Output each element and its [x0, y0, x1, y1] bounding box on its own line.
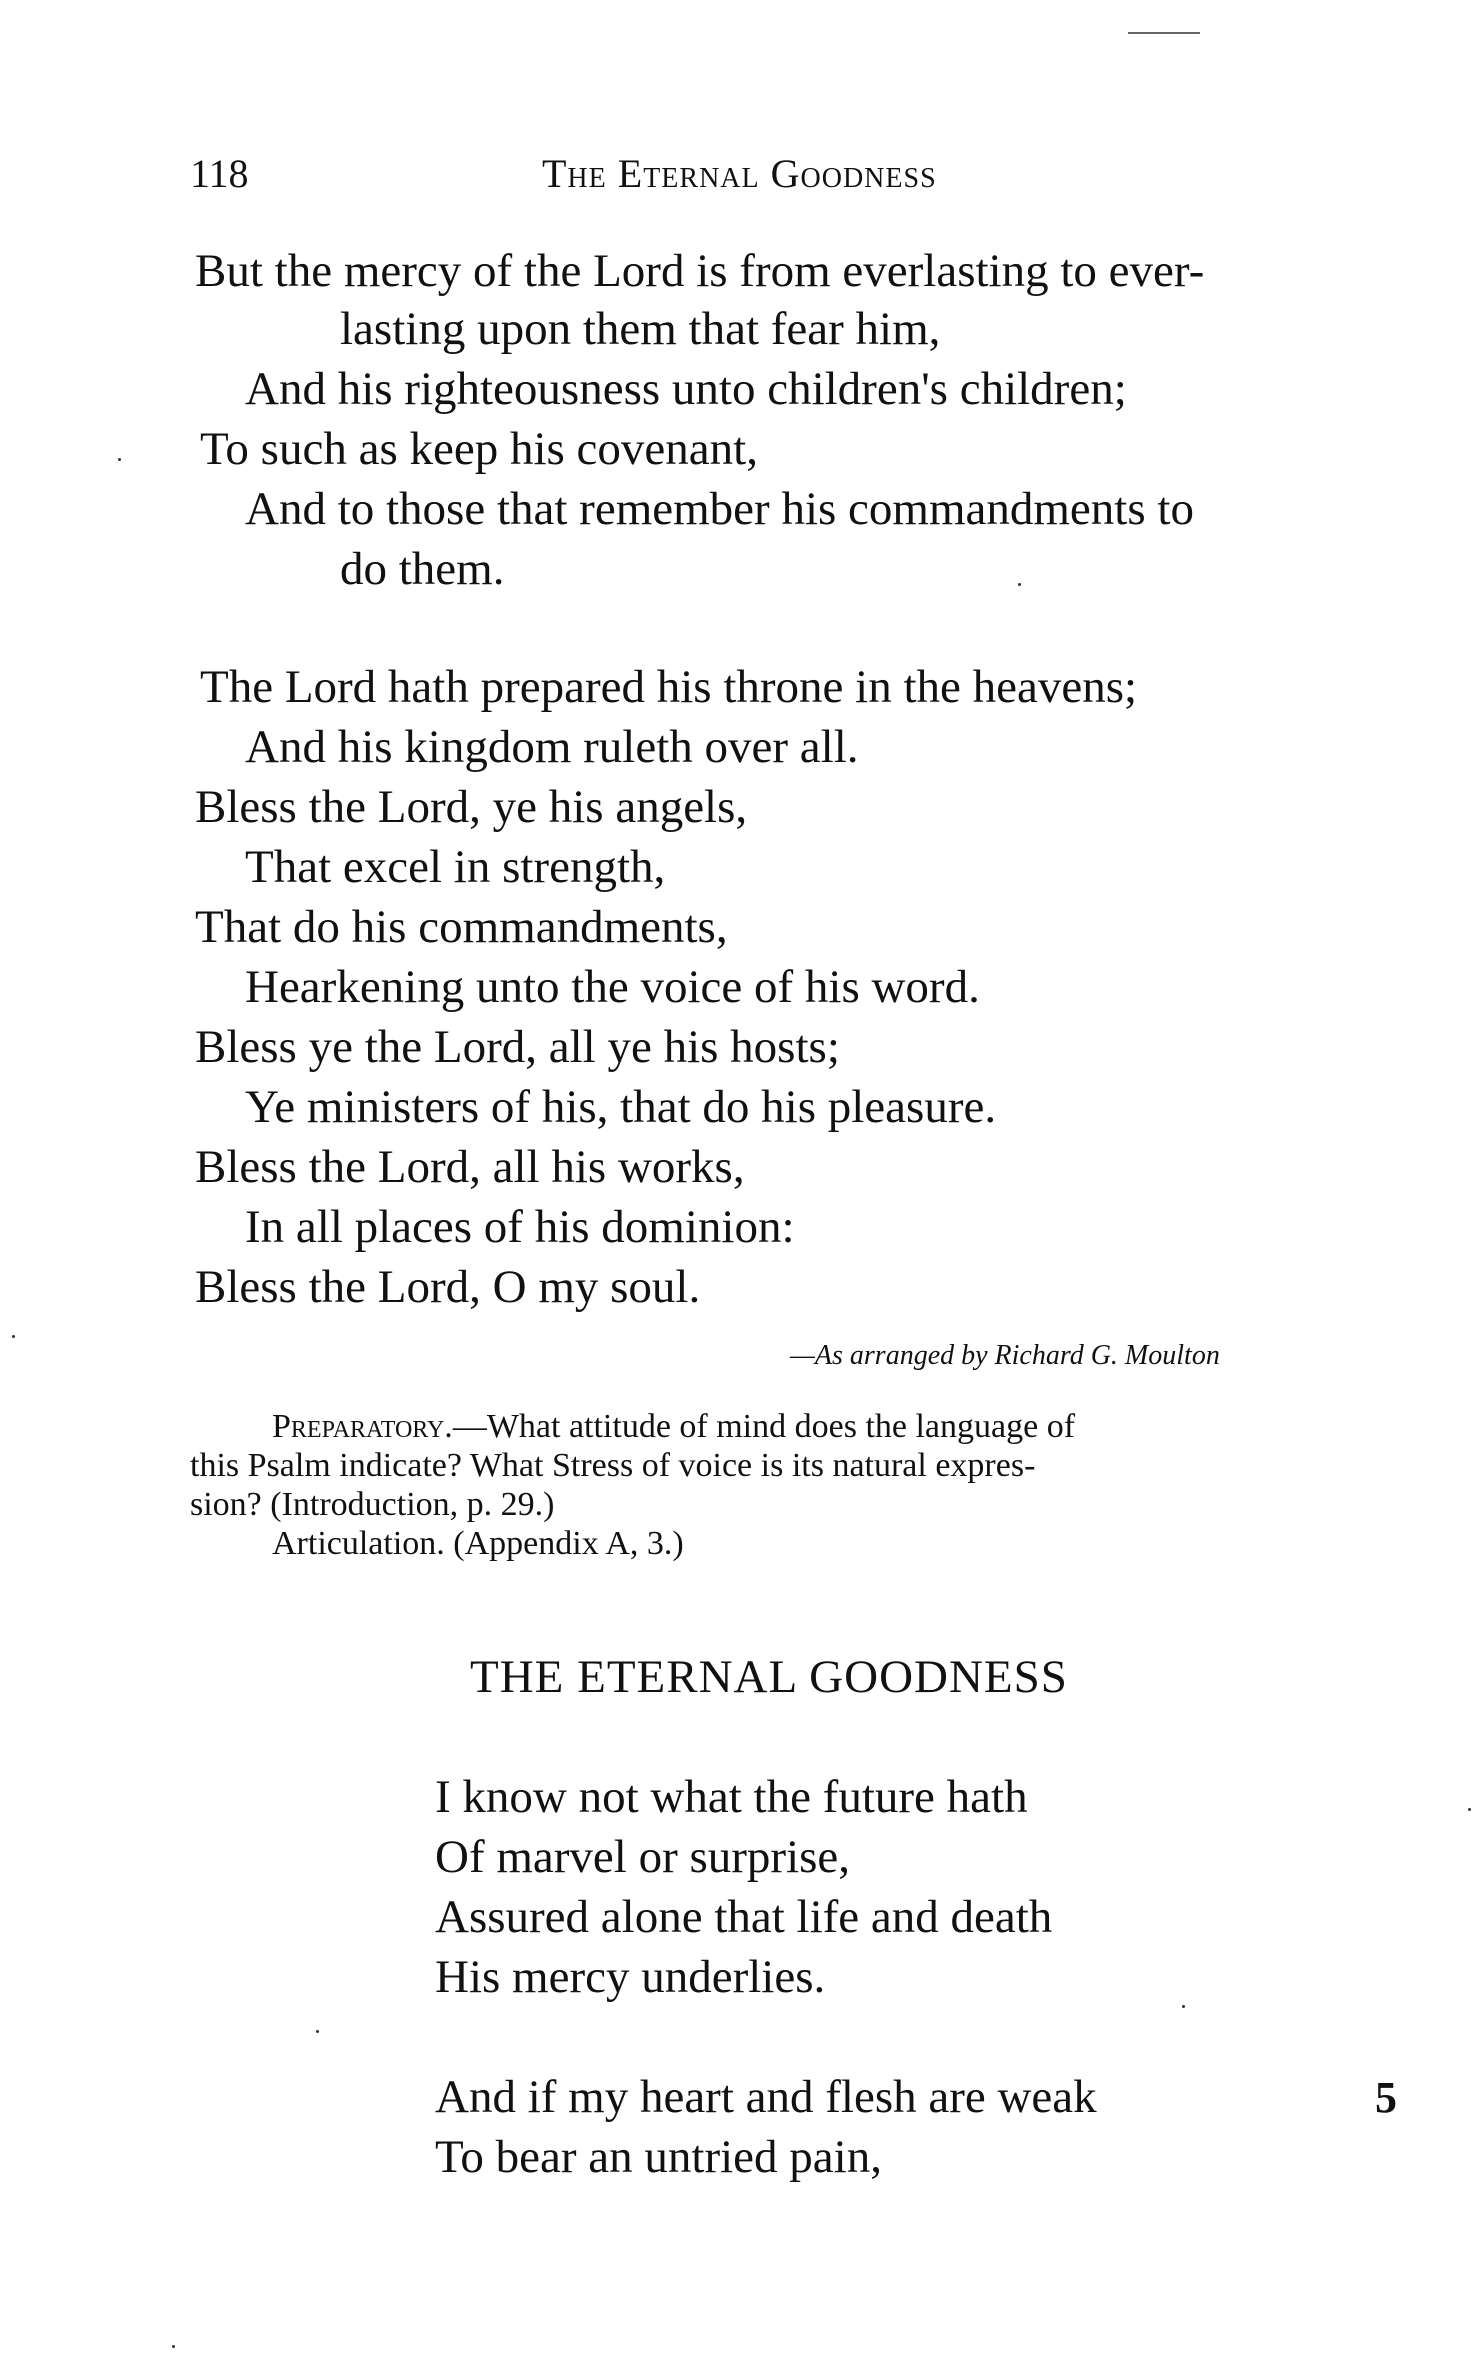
- psalm-line: And his righteousness unto children's children;: [245, 363, 1127, 415]
- preparatory-text: —What attitude of mind does the language of: [452, 1408, 1076, 1445]
- poem-line: And if my heart and flesh are weak: [435, 2071, 1097, 2123]
- psalm-line: To such as keep his covenant,: [200, 423, 758, 475]
- psalm-line: In all places of his dominion:: [245, 1201, 795, 1253]
- psalm-line: And to those that remember his commandments to: [245, 483, 1194, 535]
- scan-speck: [172, 2345, 175, 2348]
- preparatory-note-line: this Psalm indicate? What Stress of voice is its natural expres-: [190, 1447, 1036, 1484]
- psalm-line: Hearkening unto the voice of his word.: [245, 961, 980, 1013]
- running-title: The Eternal Goodness: [542, 151, 937, 196]
- psalm-line: lasting upon them that fear him,: [340, 303, 941, 355]
- preparatory-note-line: sion? (Introduction, p. 29.): [190, 1486, 555, 1523]
- poem-line: His mercy underlies.: [435, 1951, 826, 2003]
- preparatory-note-line: Articulation. (Appendix A, 3.): [272, 1525, 684, 1562]
- scan-speck: [12, 1335, 15, 1338]
- poem-line: To bear an untried pain,: [435, 2131, 882, 2183]
- poem-title: THE ETERNAL GOODNESS: [470, 1651, 1068, 1703]
- line-number: 5: [1375, 2073, 1397, 2122]
- psalm-line: That excel in strength,: [245, 841, 666, 893]
- psalm-line: Bless the Lord, all his works,: [195, 1141, 745, 1193]
- scan-speck: [1182, 2005, 1185, 2008]
- preparatory-note-line: [272, 1408, 1075, 1446]
- psalm-line: The Lord hath prepared his throne in the heavens;: [200, 661, 1138, 713]
- psalm-line: Bless ye the Lord, all ye his hosts;: [195, 1021, 840, 1073]
- psalm-line: Bless the Lord, O my soul.: [195, 1261, 701, 1313]
- scan-speck: [1018, 583, 1021, 586]
- poem-line: Of marvel or surprise,: [435, 1831, 851, 1883]
- psalm-line: Bless the Lord, ye his angels,: [195, 781, 748, 833]
- psalm-line: Ye ministers of his, that do his pleasure.: [245, 1081, 997, 1133]
- scan-speck: [316, 2030, 319, 2033]
- scan-speck: [118, 458, 121, 461]
- preparatory-label: Preparatory.: [272, 1408, 453, 1445]
- page-number: 118: [190, 151, 249, 196]
- poem-line: I know not what the future hath: [435, 1771, 1028, 1823]
- psalm-line: do them.: [340, 543, 505, 595]
- psalm-line: That do his commandments,: [195, 901, 728, 953]
- psalm-line: But the mercy of the Lord is from everlasting to ever-: [195, 245, 1205, 297]
- attribution: —As arranged by Richard G. Moulton: [790, 1340, 1220, 1371]
- poem-line: Assured alone that life and death: [435, 1891, 1053, 1943]
- scan-speck: [1468, 1808, 1471, 1811]
- psalm-line: And his kingdom ruleth over all.: [245, 721, 859, 773]
- top-rule: [1128, 32, 1200, 34]
